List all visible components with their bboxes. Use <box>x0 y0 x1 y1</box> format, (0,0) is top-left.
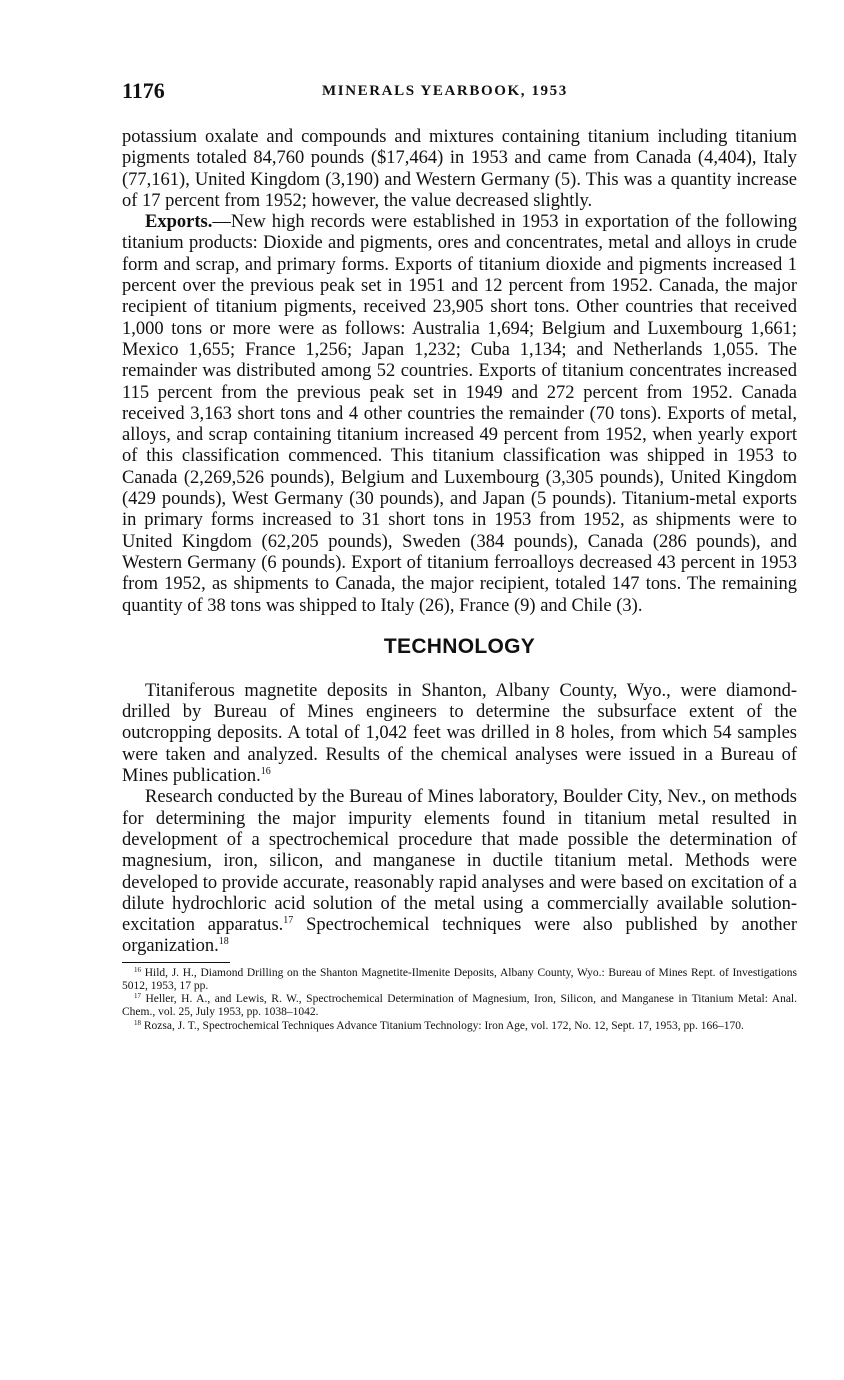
footnote-ref-16: 16 <box>260 766 271 778</box>
exports-run-in-heading: Exports. <box>145 212 213 233</box>
paragraph-technology-research <box>122 787 797 957</box>
footnote-number: 18 <box>134 1018 141 1027</box>
footnote-16 <box>122 967 797 993</box>
footnote-18 <box>122 1020 797 1033</box>
page-number: 1176 <box>122 78 165 103</box>
tech-drilling-text: Titaniferous magnetite deposits in Shanton, Albany County, Wyo., were diamond-drilled by Bureau of Mines engineers to determine the subsurface extent of the outcropping deposits. A total of 1,042 feet was drilled in 8 holes, from which 54 samples were taken and analyzed. Results of the chemical analyses were issued in a Bureau of Mines publication. <box>122 680 797 787</box>
running-title: MINERALS YEARBOOK, 1953 <box>322 83 568 99</box>
exports-text: —New high records were established in 1953 in exportation of the following titanium products: Dioxide and pigments, ores and concentrates, metal and alloys in crude form and scrap, and primary forms. Exports of titanium dioxide and pigments increased 1 percent over the previous peak set in 1951 and 12 percent from 1952. Canada, the major recipient of titanium pigments, received 23,905 short tons. Other countries that received 1,000 tons or more were as follows: Australia 1,694; Belgium and Luxembourg 1,661; Mexico 1,655; France 1,256; Japan 1,232; Cuba 1,134; and Netherlands 1,055. The remainder was distributed among 52 countries. Exports of titanium concentrates increased 115 percent from the previous peak set in 1949 and 272 percent from 1952. Canada received 3,163 short tons and 4 other countries the remainder (70 tons). Exports of metal, alloys, and scrap containing titanium increased 49 percent from 1952, when yearly export of this classification commenced. This titanium classification was shipped in 1953 to Canada (2,269,526 pounds), Belgium and Luxembourg (3,305 pounds), United Kingdom (429 pounds), West Germany (30 pounds), and Japan (5 pounds). Titanium-metal exports in primary forms increased to 31 short tons in 1953 from 1952, as shipments were to United Kingdom (62,205 pounds), Sweden (384 pounds), Canada (286 pounds), and Western Germany (6 pounds). Export of titanium ferroalloys decreased 43 percent in 1953 from 1952, as shipments to Canada, the major recipient, totaled 147 tons. The remaining quantity of 38 tons was shipped to Italy (26), France (9) and Chile (3). <box>122 212 797 616</box>
footnote-ref-18: 18 <box>218 936 229 948</box>
footnote-number: 17 <box>134 992 141 1001</box>
article-body <box>122 127 797 1033</box>
footnote-number: 16 <box>134 965 141 974</box>
footnote-text: Heller, H. A., and Lewis, R. W., Spectrochemical Determination of Magnesium, Iron, Silicon, and Manganese in Titanium Metal: Anal. Chem., vol. 25, July 1953, pp. 1038–1042. <box>122 993 797 1019</box>
section-heading-technology: TECHNOLOGY <box>383 634 536 658</box>
paragraph-imports-continued: potassium oxalate and compounds and mixtures containing titanium including titanium pigments totaled 84,760 pounds ($17,464) in 1953 and came from Canada (4,404), Italy (77,161), United Kingdom (3,190) and Western Germany (5). This was a quantity increase of 17 percent from 1952; however, the value decreased slightly. <box>122 127 797 211</box>
footnote-text: Rozsa, J. T., Spectrochemical Techniques Advance Titanium Technology: Iron Age, vol. 172, No. 12, Sept. 17, 1953, pp. 166–170. <box>143 1019 744 1032</box>
paragraph-exports <box>122 212 797 617</box>
paragraph-technology-drilling <box>122 681 797 787</box>
tech-research-text: Research conducted by the Bureau of Mines laboratory, Boulder City, Nev., on methods for determining the major impurity elements found in titanium metal resulted in development of a spectrochemical procedure that made possible the determination of magnesium, iron, silicon, and manganese in ductile titanium metal. Methods were developed to provide accurate, reasonably rapid analyses and were based on excitation of a dilute hydrochloric acid solution of the metal using a commercially available solution-excitation apparatus. <box>122 787 797 936</box>
footnote-text: Hild, J. H., Diamond Drilling on the Shanton Magnetite-Ilmenite Deposits, Albany County, Wyo.: Bureau of Mines Rept. of Investigations 5012, 1953, 17 pp. <box>122 966 797 992</box>
page-header <box>122 78 797 108</box>
footnote-ref-17: 17 <box>283 915 294 927</box>
tech-research-text-continued: Spectrochemical techniques were also published by another organization. <box>122 915 797 957</box>
footnote-divider <box>122 962 230 963</box>
footnote-17 <box>122 993 797 1019</box>
